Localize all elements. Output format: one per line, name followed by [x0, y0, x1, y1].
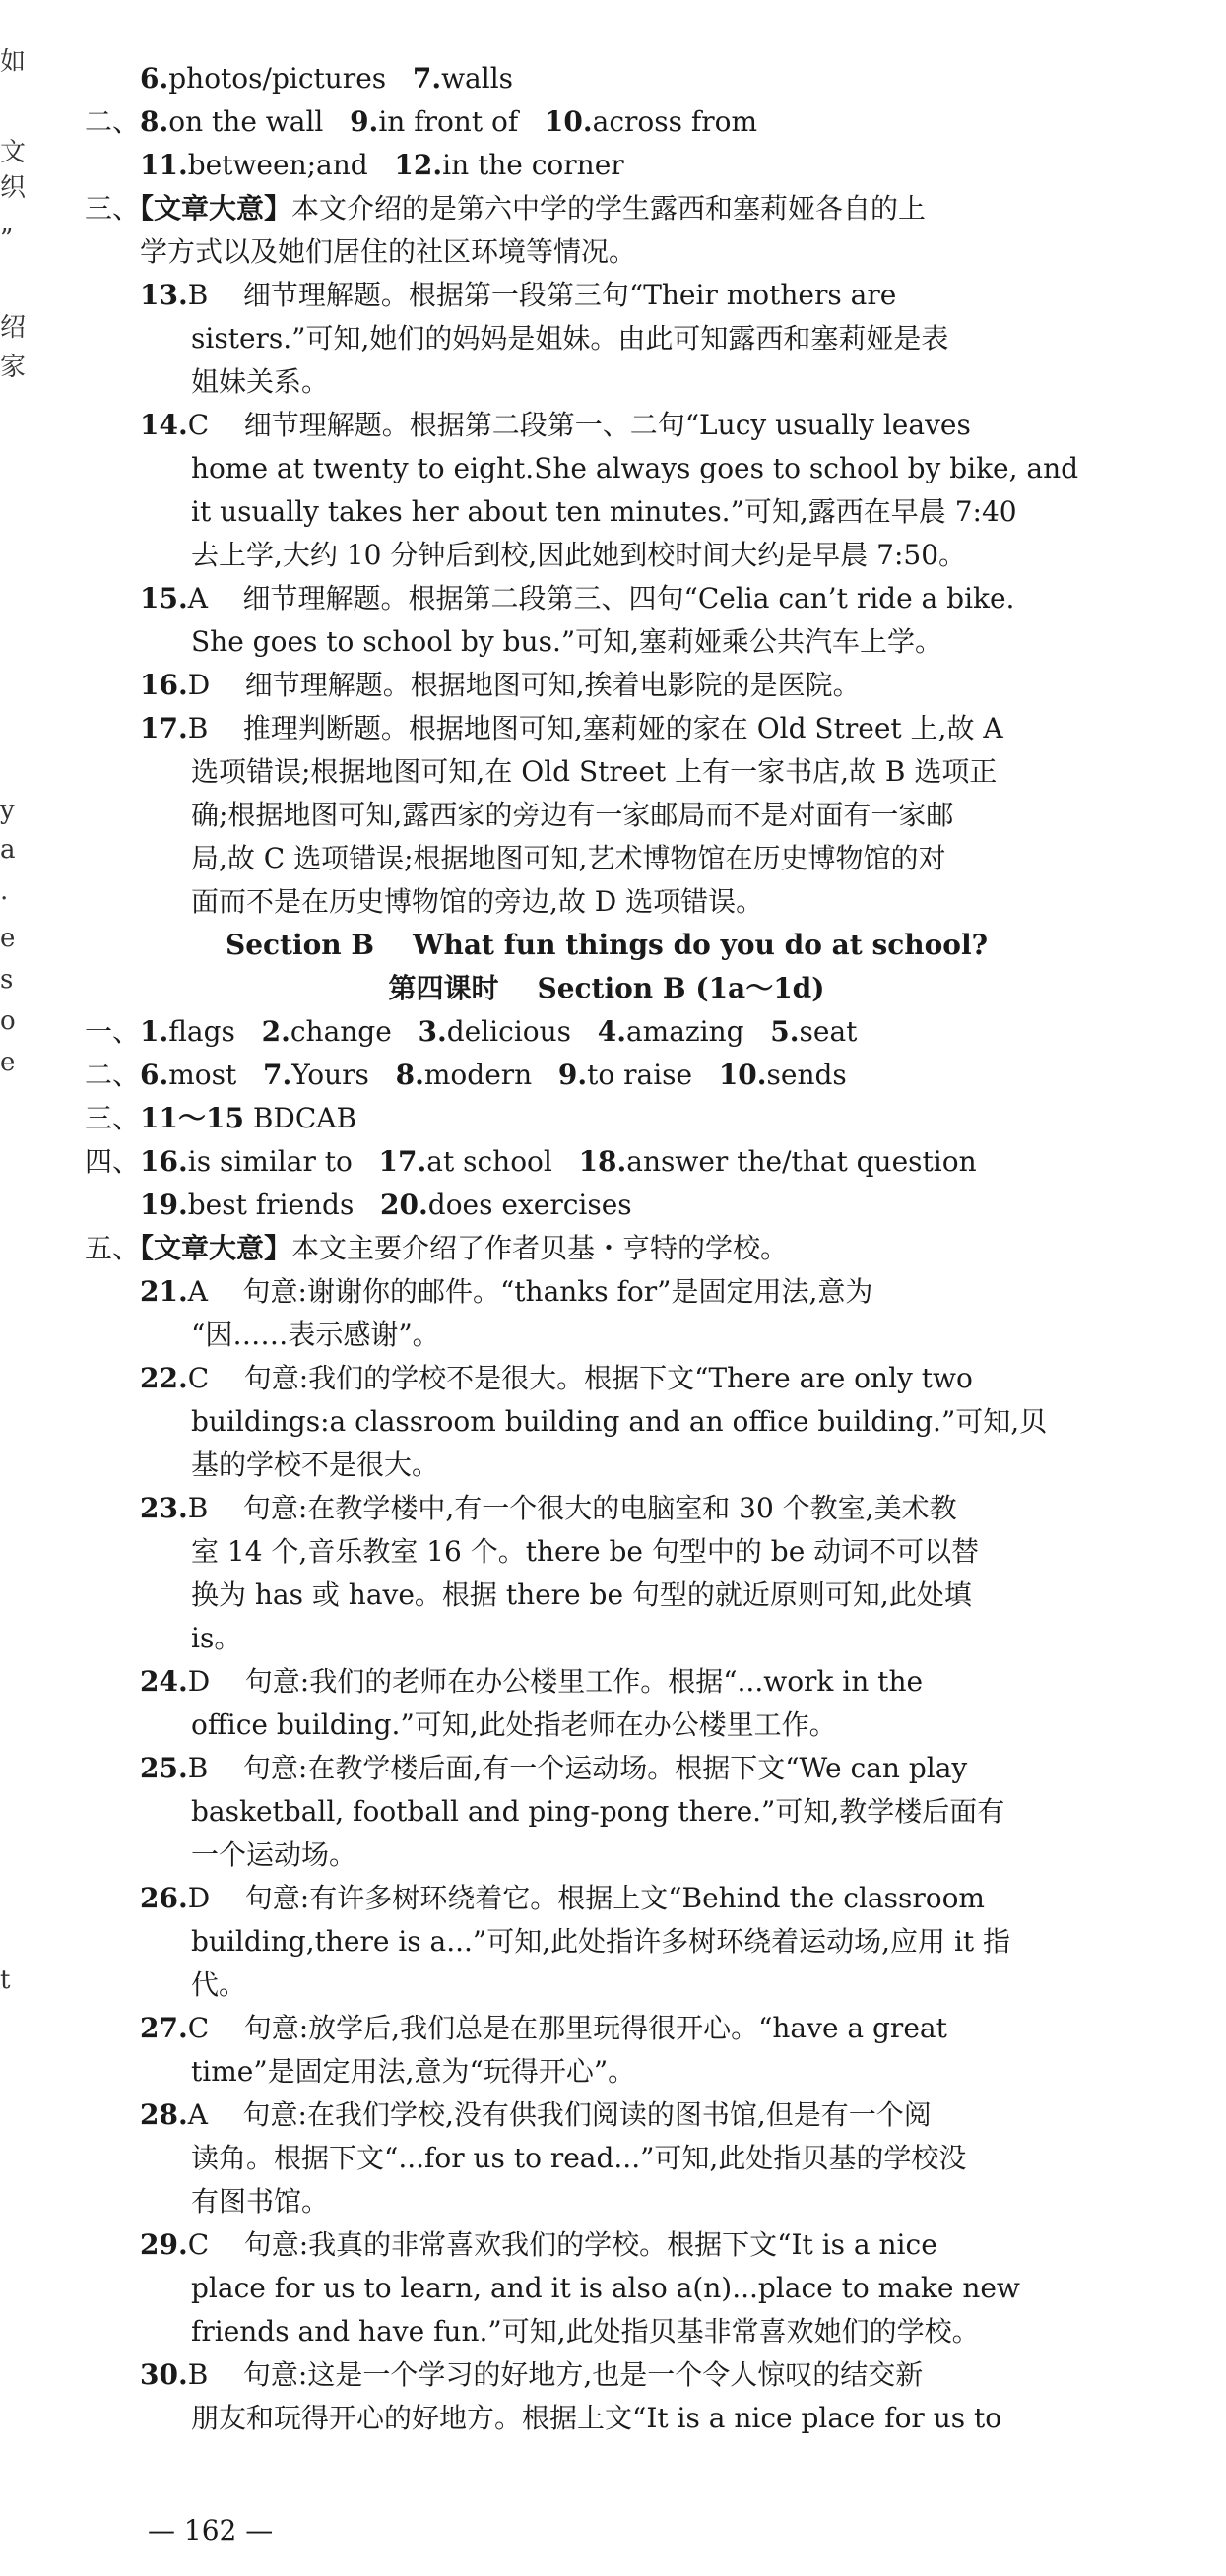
line-text: 选项错误;根据地图可知,在 Old Street 上有一家书店,故 B 选项正: [191, 755, 998, 788]
line-text: 三、: [85, 192, 141, 225]
section-heading: [85, 967, 1129, 1010]
answer-line: [85, 1920, 1129, 1964]
line-text: 学方式以及她们居住的社区环境等情况。: [140, 235, 637, 268]
answer-line: [85, 2223, 1129, 2267]
line-text: 基的学校不是很大。: [191, 1449, 440, 1481]
margin-fragment: 如: [0, 47, 27, 77]
answer-line: [85, 1010, 1129, 1054]
line-text: 室 14 个,音乐教室 16 个。there be 句型中的 be 动词不可以替: [191, 1535, 980, 1568]
item-marker: 3.: [418, 1015, 447, 1048]
answer-line: [85, 2050, 1129, 2093]
answer-line: [85, 577, 1129, 620]
item-marker: 14.: [140, 409, 188, 441]
answer-line: [85, 1747, 1129, 1790]
answer-line: [85, 187, 1129, 230]
line-text: between;and: [187, 149, 395, 181]
answer-line: [85, 2353, 1129, 2397]
answer-line: [85, 2397, 1129, 2440]
answer-line: [85, 1574, 1129, 1617]
section-heading: [85, 924, 1129, 967]
line-text: B 句意:这是一个学习的好地方,也是一个令人惊叹的结交新: [187, 2358, 924, 2391]
item-marker: 17.: [140, 712, 188, 744]
line-text: Yours: [291, 1059, 396, 1091]
answer-line: [85, 1054, 1129, 1097]
answer-line: [85, 1357, 1129, 1400]
item-marker: 25.: [140, 1752, 188, 1784]
line-text: 四、: [85, 1145, 141, 1178]
item-marker: 28.: [140, 2098, 188, 2131]
margin-fragment: t: [0, 1965, 11, 1995]
item-marker: 13.: [140, 279, 188, 311]
item-marker: 20.: [380, 1189, 428, 1221]
answer-line: [85, 794, 1129, 837]
margin-fragment: 织: [0, 173, 27, 203]
line-text: does exercises: [427, 1189, 632, 1221]
answer-line: [85, 1140, 1129, 1184]
line-text: at school: [426, 1145, 579, 1178]
answer-line: [85, 837, 1129, 880]
line-text: 一、: [85, 1015, 141, 1048]
line-text: 三、: [85, 1102, 141, 1134]
item-marker: 16.: [140, 1145, 188, 1178]
line-text: in front of: [378, 105, 545, 138]
item-marker: 10.: [544, 105, 593, 138]
answer-line: [85, 1314, 1129, 1357]
answer-line: [85, 1184, 1129, 1227]
item-marker: 9.: [557, 1059, 588, 1091]
margin-fragment: e: [0, 924, 16, 953]
margin-fragment: s: [0, 965, 14, 995]
line-text: 换为 has 或 have。根据 there be 句型的就近原则可知,此处填: [191, 1578, 972, 1611]
line-text: basketball, football and ping-pong there.”可知,教学楼后面有: [191, 1795, 1005, 1828]
answer-line: [85, 230, 1129, 274]
line-text: sends: [766, 1059, 847, 1091]
line-text: A 句意:在我们学校,没有供我们阅读的图书馆,但是有一个阅: [187, 2098, 932, 2131]
answer-line: [85, 1487, 1129, 1530]
line-text: on the wall: [168, 105, 351, 138]
line-text: sisters.”可知,她们的妈妈是姐妹。由此可知露西和塞莉娅是表: [191, 322, 949, 354]
line-text: 五、: [85, 1232, 141, 1264]
line-text: 二、: [85, 105, 141, 138]
item-marker: 5.: [770, 1015, 800, 1048]
item-marker: 26.: [140, 1882, 188, 1914]
line-text: building,there is a...”可知,此处指许多树环绕着运动场,应用 it 指: [191, 1925, 1011, 1958]
item-marker: 4.: [597, 1015, 626, 1048]
item-marker: 8.: [140, 105, 169, 138]
item-marker: 7.: [262, 1059, 292, 1091]
item-marker: 11.: [140, 149, 188, 181]
item-marker: 15.: [140, 582, 188, 614]
line-text: to raise: [587, 1059, 719, 1091]
item-marker: 9.: [350, 105, 379, 138]
line-text: C 细节理解题。根据第二段第一、二句“Lucy usually leaves: [187, 409, 971, 441]
item-marker: 11～15: [140, 1102, 244, 1134]
item-marker: 第四课时 Section B (1a～1d): [388, 972, 825, 1004]
line-text: time”是固定用法,意为“玩得开心”。: [191, 2055, 636, 2088]
answer-line: [85, 2093, 1129, 2137]
line-text: 局,故 C 选项错误;根据地图可知,艺术博物馆在历史博物馆的对: [191, 842, 946, 874]
line-text: D 句意:有许多树环绕着它。根据上文“Behind the classroom: [187, 1882, 985, 1914]
answer-line: [85, 2310, 1129, 2353]
answer-line: [85, 1270, 1129, 1314]
answer-line: [85, 620, 1129, 664]
item-marker: 【文章大意】: [140, 1232, 292, 1264]
item-marker: 24.: [140, 1665, 188, 1698]
line-text: friends and have fun.”可知,此处指贝基非常喜欢她们的学校。: [191, 2315, 980, 2348]
item-marker: 22.: [140, 1362, 188, 1394]
line-text: She goes to school by bus.”可知,塞莉娅乘公共汽车上学。: [191, 625, 943, 658]
line-text: 本文主要介绍了作者贝基・亨特的学校。: [291, 1232, 789, 1264]
answer-line: [85, 274, 1129, 317]
answer-line: [85, 1964, 1129, 2007]
item-marker: Section B What fun things do you do at school?: [225, 929, 989, 961]
line-text: BDCAB: [243, 1102, 357, 1134]
answer-line: [85, 1097, 1129, 1140]
answer-line: [85, 1790, 1129, 1834]
answer-line: [85, 1227, 1129, 1270]
line-text: B 推理判断题。根据地图可知,塞莉娅的家在 Old Street 上,故 A: [187, 712, 1003, 744]
answer-line: [85, 1834, 1129, 1877]
line-text: office building.”可知,此处指老师在办公楼里工作。: [191, 1708, 837, 1741]
answer-line: [85, 317, 1129, 360]
item-marker: 【文章大意】: [140, 192, 292, 225]
margin-fragment: 绍: [0, 313, 27, 343]
answer-line: [85, 57, 1129, 100]
line-text: C 句意:我们的学校不是很大。根据下文“There are only two: [187, 1362, 973, 1394]
line-text: change: [290, 1015, 419, 1048]
line-text: D 句意:我们的老师在办公楼里工作。根据“...work in the: [187, 1665, 924, 1698]
line-text: photos/pictures: [168, 62, 413, 95]
answer-line: [85, 1704, 1129, 1747]
margin-fragment: a: [0, 835, 16, 865]
line-text: 有图书馆。: [191, 2185, 330, 2218]
line-text: home at twenty to eight.She always goes to school by bike, and: [191, 452, 1079, 484]
line-text: 去上学,大约 10 分钟后到校,因此她到校时间大约是早晨 7:50。: [191, 539, 967, 571]
line-text: is similar to: [187, 1145, 379, 1178]
answer-line: [85, 707, 1129, 750]
line-text: B 句意:在教学楼中,有一个很大的电脑室和 30 个教室,美术教: [187, 1492, 957, 1524]
line-text: 朋友和玩得开心的好地方。根据上文“It is a nice place for us to: [191, 2402, 1002, 2434]
answer-line: [85, 360, 1129, 404]
answer-line: [85, 2007, 1129, 2050]
answer-line: [85, 1660, 1129, 1704]
line-text: 读角。根据下文“...for us to read...”可知,此处指贝基的学校没: [191, 2142, 967, 2174]
line-text: flags: [168, 1015, 262, 1048]
answer-line: [85, 490, 1129, 534]
answer-line: [85, 1617, 1129, 1660]
page-number: — 162 —: [148, 2514, 274, 2546]
item-marker: 30.: [140, 2358, 188, 2391]
line-text: in the corner: [442, 149, 624, 181]
answer-line: [85, 1400, 1129, 1444]
line-text: it usually takes her about ten minutes.”可知,露西在早晨 7:40: [191, 495, 1017, 528]
line-text: answer the/that question: [626, 1145, 977, 1178]
line-text: C 句意:我真的非常喜欢我们的学校。根据下文“It is a nice: [187, 2228, 937, 2261]
item-marker: 2.: [261, 1015, 290, 1048]
answer-line: [85, 2137, 1129, 2180]
item-marker: 10.: [718, 1059, 767, 1091]
item-marker: 19.: [140, 1189, 188, 1221]
line-text: C 句意:放学后,我们总是在那里玩得很开心。“have a great: [187, 2012, 947, 2044]
margin-fragment: e: [0, 1048, 16, 1077]
line-text: 确;根据地图可知,露西家的旁边有一家邮局而不是对面有一家邮: [191, 799, 954, 831]
item-marker: 6.: [140, 62, 169, 95]
item-marker: 16.: [140, 669, 188, 701]
item-marker: 12.: [394, 149, 443, 181]
line-text: seat: [799, 1015, 858, 1048]
line-text: place for us to learn, and it is also a(n)...place to make new: [191, 2272, 1020, 2304]
item-marker: 6.: [140, 1059, 169, 1091]
answer-line: [85, 2180, 1129, 2223]
item-marker: 18.: [578, 1145, 627, 1178]
line-text: D 细节理解题。根据地图可知,挨着电影院的是医院。: [187, 669, 861, 701]
line-text: “因……表示感谢”。: [191, 1319, 440, 1351]
item-marker: 8.: [395, 1059, 424, 1091]
margin-fragment: 文: [0, 138, 27, 167]
line-text: most: [168, 1059, 263, 1091]
line-text: A 细节理解题。根据第二段第三、四句“Celia can’t ride a bike.: [187, 582, 1015, 614]
item-marker: 17.: [378, 1145, 427, 1178]
line-text: across from: [592, 105, 758, 138]
answer-line: [85, 1530, 1129, 1574]
answer-line: [85, 1444, 1129, 1487]
answer-line: [85, 880, 1129, 924]
answer-line: [85, 100, 1129, 144]
line-text: amazing: [625, 1015, 771, 1048]
item-marker: 29.: [140, 2228, 188, 2261]
margin-fragment: y: [0, 796, 15, 825]
line-text: best friends: [187, 1189, 381, 1221]
answer-line: [85, 144, 1129, 187]
item-marker: 1.: [140, 1015, 169, 1048]
line-text: 姐妹关系。: [191, 365, 330, 398]
margin-fragment: o: [0, 1006, 16, 1036]
answer-line: [85, 664, 1129, 707]
answer-content: [85, 57, 1129, 2440]
margin-fragment: ”: [0, 225, 14, 254]
answer-line: [85, 447, 1129, 490]
item-marker: 21.: [140, 1275, 188, 1308]
line-text: A 句意:谢谢你的邮件。“thanks for”是固定用法,意为: [187, 1275, 873, 1308]
answer-line: [85, 2267, 1129, 2310]
item-marker: 23.: [140, 1492, 188, 1524]
answer-line: [85, 750, 1129, 794]
line-text: B 细节理解题。根据第一段第三句“Their mothers are: [187, 279, 897, 311]
line-text: 本文介绍的是第六中学的学生露西和塞莉娅各自的上: [291, 192, 927, 225]
answer-line: [85, 534, 1129, 577]
margin-fragment: 家: [0, 353, 27, 382]
line-text: 二、: [85, 1059, 141, 1091]
item-marker: 27.: [140, 2012, 188, 2044]
line-text: buildings:a classroom building and an office building.”可知,贝: [191, 1405, 1048, 1438]
answer-line: [85, 1877, 1129, 1920]
item-marker: 7.: [412, 62, 442, 95]
answer-line: [85, 404, 1129, 447]
margin-fragment: .: [0, 876, 9, 906]
line-text: 代。: [191, 1968, 247, 2001]
line-text: delicious: [446, 1015, 598, 1048]
line-text: 面而不是在历史博物馆的旁边,故 D 选项错误。: [191, 885, 764, 918]
line-text: walls: [441, 62, 514, 95]
line-text: modern: [423, 1059, 558, 1091]
line-text: is。: [191, 1622, 242, 1654]
line-text: 一个运动场。: [191, 1838, 357, 1871]
line-text: B 句意:在教学楼后面,有一个运动场。根据下文“We can play: [187, 1752, 968, 1784]
